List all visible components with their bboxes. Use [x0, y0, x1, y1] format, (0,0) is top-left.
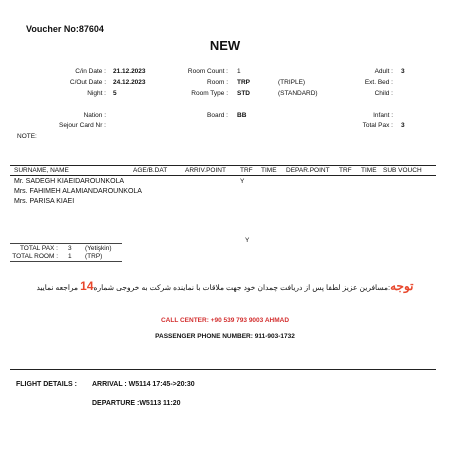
- cout-date-label: C/Out Date :: [69, 79, 106, 86]
- room-count-label: Room Count :: [187, 68, 228, 75]
- board-value: BB: [237, 112, 247, 119]
- col-time-departure: TIME: [361, 167, 377, 174]
- passenger-row: Mr. SADEGH KIAEIDAROUNKOLA: [14, 178, 125, 185]
- total-pax-footer-label: TOTAL PAX :: [19, 245, 58, 252]
- trf-departure-flag: Y: [245, 237, 250, 244]
- table-header-rule: [10, 175, 436, 176]
- notice-exit-number: 14: [80, 279, 94, 293]
- extbed-label: Ext. Bed :: [364, 79, 393, 86]
- night-label: Night :: [87, 90, 106, 97]
- flight-arrival: ARRIVAL : W5114 17:45->20:30: [92, 381, 195, 388]
- total-pax-footer-note: (Yetişkin): [85, 245, 112, 252]
- note-label: NOTE:: [17, 133, 37, 140]
- col-surname-name: SURNAME, NAME: [14, 167, 69, 174]
- room-count-value: 1: [237, 68, 241, 75]
- total-room-footer-label: TOTAL ROOM :: [12, 253, 58, 260]
- night-value: 5: [113, 90, 117, 97]
- cin-date-label: C/in Date :: [75, 68, 106, 75]
- totals-rule: [10, 243, 122, 244]
- room-value: TRP: [237, 79, 250, 86]
- total-pax-footer-value: 3: [68, 245, 72, 252]
- total-room-footer-value: 1: [68, 253, 72, 260]
- passenger-row: Mrs. PARISA KIAEI: [14, 198, 75, 205]
- notice-text-after: مراجعه نمایید: [36, 283, 79, 292]
- trf-arrival-flag: Y: [240, 178, 245, 185]
- adult-value: 3: [401, 68, 405, 75]
- col-departure-point: DEPAR.POINT: [286, 167, 330, 174]
- total-room-footer-note: (TRP): [85, 253, 103, 260]
- totals-bottom-rule: [10, 261, 122, 262]
- notice-text-before: :مسافرین عزیز لطفا پس از دریافت چمدان خود جهت ملاقات با نماینده شرکت به خروجی شماره: [93, 283, 391, 292]
- col-age-bdate: AGE/B.DAT: [133, 167, 168, 174]
- col-arrival-point: ARRIV.POINT: [185, 167, 226, 174]
- total-pax-label: Total Pax :: [362, 122, 393, 129]
- notice-warning-word: توجه: [390, 279, 414, 293]
- flight-top-rule: [10, 369, 436, 370]
- room-type-label: Room Type :: [191, 90, 228, 97]
- total-pax-value: 3: [401, 122, 405, 129]
- passenger-phone: PASSENGER PHONE NUMBER: 911-903-1732: [155, 333, 295, 340]
- col-trf-arrival: TRF: [240, 167, 253, 174]
- child-label: Child :: [374, 90, 393, 97]
- room-label: Room :: [207, 79, 228, 86]
- cout-date-value: 24.12.2023: [113, 79, 146, 86]
- call-center: CALL CENTER: +90 539 793 9003 AHMAD: [160, 317, 290, 324]
- room-type-value: STD: [237, 90, 250, 97]
- arrival-notice: [0, 279, 450, 293]
- room-type-desc: (STANDARD): [278, 90, 318, 97]
- page-title: NEW: [209, 38, 241, 53]
- sejour-label: Sejour Card Nr :: [59, 122, 106, 129]
- nation-label: Nation :: [83, 112, 106, 119]
- voucher-number: Voucher No:87604: [26, 24, 104, 34]
- cin-date-value: 21.12.2023: [113, 68, 146, 75]
- col-trf-departure: TRF: [339, 167, 352, 174]
- flight-departure: DEPARTURE :W5113 11:20: [92, 400, 181, 407]
- passenger-row: Mrs. FAHIMEH ALAMIANDAROUNKOLA: [14, 188, 142, 195]
- board-label: Board :: [207, 112, 228, 119]
- room-desc: (TRIPLE): [278, 79, 306, 86]
- col-sub-voucher: SUB VOUCH: [383, 167, 422, 174]
- adult-label: Adult :: [374, 68, 393, 75]
- table-top-rule: [10, 165, 436, 166]
- infant-label: Infant :: [373, 112, 393, 119]
- flight-details-label: FLIGHT DETAILS :: [16, 381, 77, 388]
- col-time-arrival: TIME: [261, 167, 277, 174]
